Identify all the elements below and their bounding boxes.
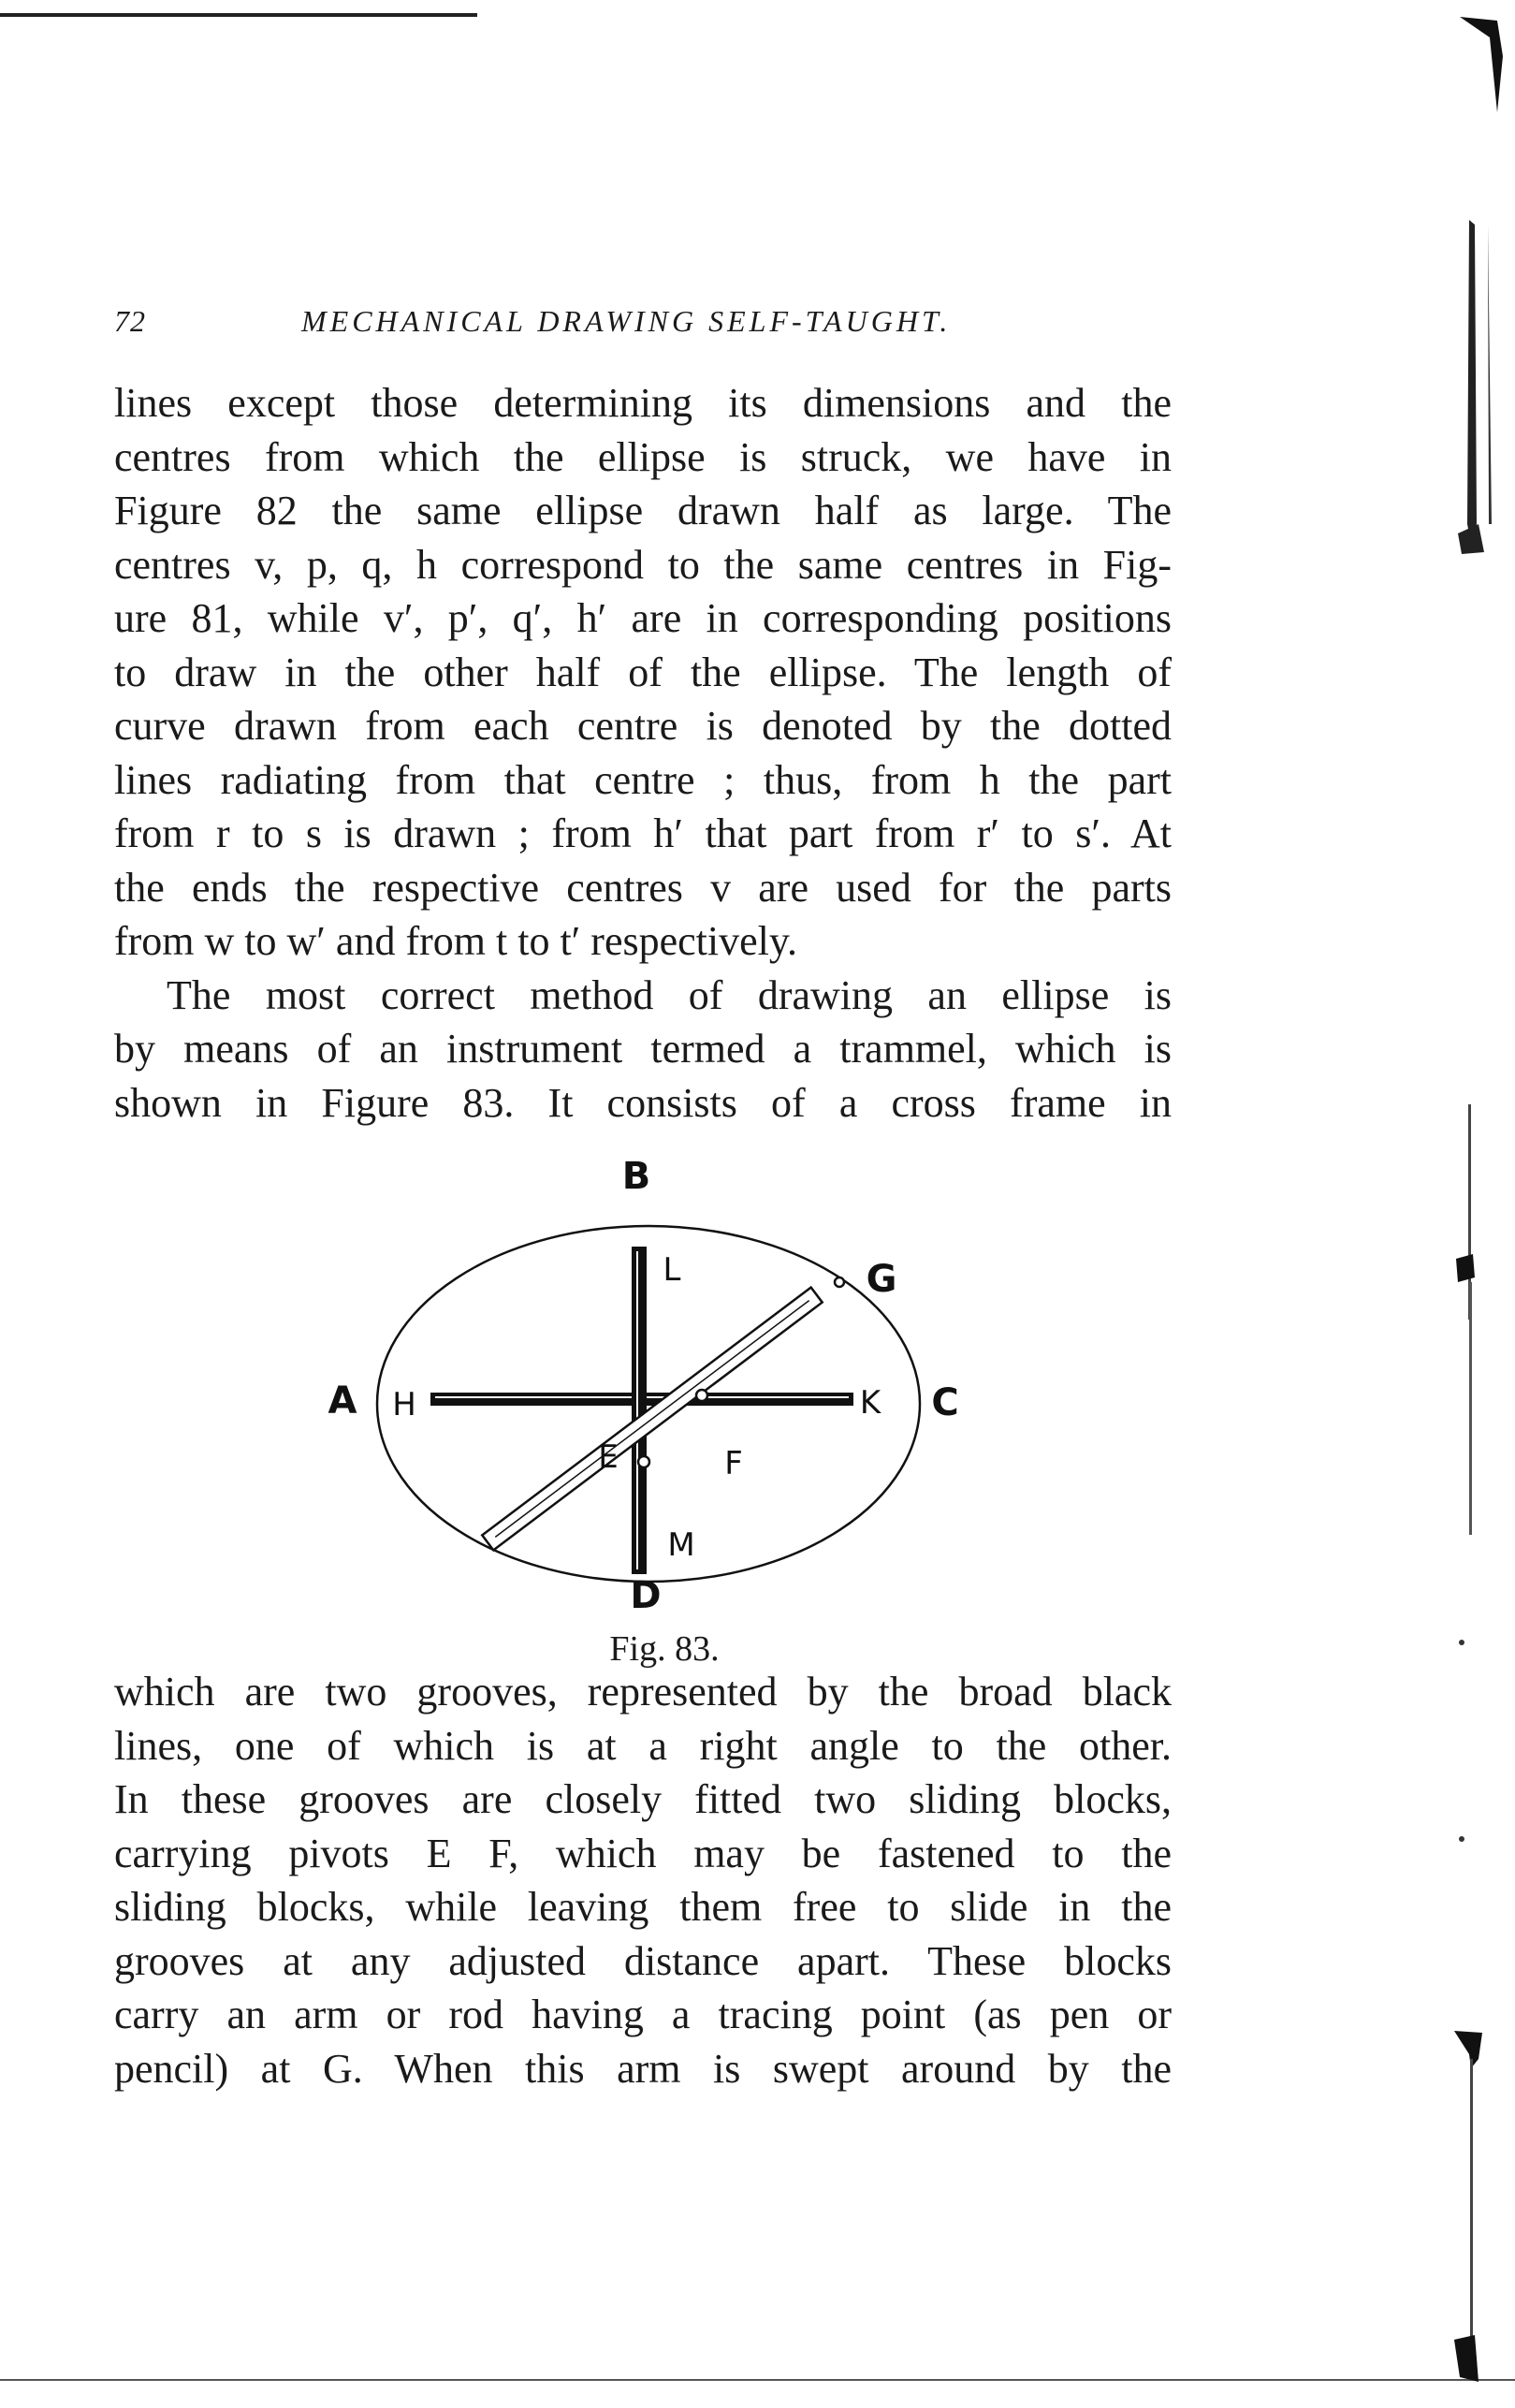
text-line: to draw in the other half of the ellipse. The length of	[114, 649, 1172, 695]
label-d: D	[630, 1574, 662, 1617]
text-line: In these grooves are closely fitted two sliding blocks,	[114, 1776, 1172, 1822]
text-line: by means of an instrument termed a trammel, which is	[114, 1026, 1172, 1072]
text-line: curve drawn from each centre is denoted by the dotted	[114, 703, 1172, 749]
text-line: pencil) at G. When this arm is swept around by the	[114, 2045, 1172, 2092]
scan-edge-rule-bottom	[0, 2379, 1515, 2381]
text-line: from w to w′ and from t to t′ respectively.	[114, 918, 797, 964]
text-line: from r to s is drawn ; from h′ that part from r′ to s′. At	[114, 810, 1172, 856]
label-m: M	[667, 1526, 695, 1564]
text-line: grooves at any adjusted distance apart. These blocks	[114, 1937, 1172, 1984]
label-b: B	[621, 1160, 651, 1198]
running-head-title: MECHANICAL DRAWING SELF-TAUGHT.	[301, 304, 952, 338]
text-line: ure 81, while v′, p′, q′, h′ are in corresponding positions	[114, 595, 1172, 641]
vertical-groove	[632, 1247, 647, 1574]
text-line: carry an arm or rod having a tracing point (as pen or	[114, 1992, 1172, 2037]
figure-83-trammel	[309, 1160, 1020, 1685]
paragraph-trammel-intro	[114, 969, 1172, 1131]
text-line: carrying pivots E F, which may be fastened to the	[114, 1830, 1172, 1876]
paragraph-continued	[114, 376, 1172, 969]
label-a: A	[328, 1379, 357, 1423]
tracing-point-g	[835, 1277, 844, 1287]
text-line: sliding blocks, while leaving them free to slide in the	[114, 1884, 1172, 1930]
label-f: F	[724, 1445, 743, 1482]
page-number: 72	[114, 304, 146, 338]
figure-caption: Fig. 83.	[609, 1629, 720, 1669]
text-line: The most correct method of drawing an ellipse is	[167, 971, 1172, 1018]
pivot-f	[696, 1390, 707, 1401]
label-k: K	[859, 1384, 881, 1422]
paragraph-grooves	[114, 1665, 1172, 2095]
running-head	[114, 304, 1172, 351]
text-line: which are two grooves, represented by the broad black	[114, 1669, 1172, 1715]
label-h: H	[392, 1386, 416, 1423]
body-text-bottom	[114, 1665, 1172, 2095]
scan-edge-rule-top	[0, 13, 477, 17]
text-line: lines, one of which is at a right angle to the other.	[114, 1722, 1172, 1769]
label-c: C	[931, 1381, 959, 1424]
label-g: G	[866, 1258, 897, 1301]
text-line: centres from which the ellipse is struck, we have in	[114, 433, 1172, 480]
trammel-arm	[482, 1288, 822, 1551]
label-l: L	[663, 1251, 681, 1289]
scan-edge-marks	[1441, 0, 1515, 2408]
label-e: E	[598, 1438, 619, 1476]
body-text-top	[114, 376, 1172, 1130]
text-line: the ends the respective centres v are used for the parts	[114, 864, 1172, 911]
text-line: centres v, p, q, h correspond to the same centres in Fig-	[114, 541, 1172, 588]
text-line: shown in Figure 83. It consists of a cross frame in	[114, 1079, 1172, 1126]
vertical-groove-inner-line	[636, 1251, 638, 1569]
text-line: Figure 82 the same ellipse drawn half as large. The	[114, 488, 1172, 533]
text-line: lines radiating from that centre ; thus, from h the part	[114, 756, 1172, 803]
pivot-e	[638, 1456, 649, 1467]
trammel-diagram	[309, 1160, 1020, 1685]
text-line: lines except those determining its dimensions and the	[114, 380, 1172, 426]
